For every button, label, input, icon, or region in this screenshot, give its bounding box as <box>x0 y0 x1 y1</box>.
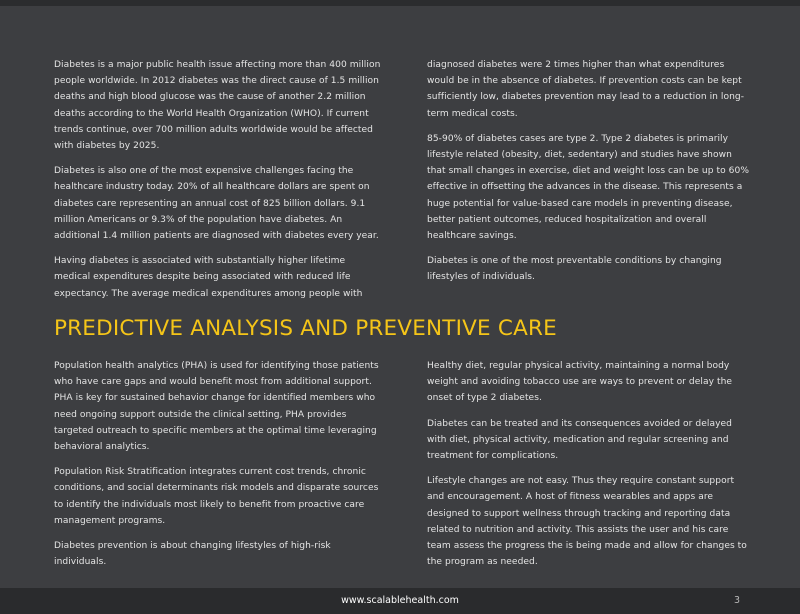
section-paragraph: Population health analytics (PHA) is used for identifying those patients who have care gaps and would benefit most from additional support. PHA is key for sustained behavior change for identified members who need ongoing support outside the clinical setting, PHA provides targeted outreach to specific members at the optimal time leveraging behavioral analytics. <box>54 361 379 453</box>
section-right-column <box>427 358 752 579</box>
section-paragraph: Healthy diet, regular physical activity, maintaining a normal body weight and avoiding tobacco use are ways to prevent or delay the onset of type 2 diabetes. <box>427 361 733 404</box>
section-paragraph: Population Risk Stratification integrates current cost trends, chronic conditions, and social determinants risk models and disparate sources to identify the individuals most likely to benefit from proactive care management programs. <box>54 467 379 526</box>
section-paragraph: Lifestyle changes are not easy. Thus they require constant support and encouragement. A host of fitness wearables and apps are designed to support wellness through tracking and reporting data related to nutrition and activity. This assists the user and his care team assess the progress the is being made and allow for changes to the program as needed. <box>427 476 747 568</box>
intro-paragraph: Diabetes is one of the most preventable conditions by changing lifestyles of individuals. <box>427 256 722 283</box>
page-number: 3 <box>733 595 740 606</box>
intro-paragraph: Diabetes is also one of the most expensive challenges facing the healthcare industry today. 20% of all healthcare dollars are spent on diabetes care representing an annual cost of 825 billion dollars. 9.1 million Americans or 9.3% of the population have diabetes. An additional 1.4 million patients are diagnosed with diabetes every year. <box>54 166 379 242</box>
section-heading: PREDICTIVE ANALYSIS AND PREVENTIVE CARE <box>54 316 557 341</box>
intro-paragraph: Diabetes is a major public health issue affecting more than 400 million people worldwide. In 2012 diabetes was the direct cause of 1.5 million deaths and high blood glucose was the cause of another 2.2 million deaths according to the World Health Organization (WHO). If current trends continue, over 700 million adults worldwide would be affected with diabetes by 2025. <box>54 60 381 152</box>
intro-right-column <box>427 57 752 295</box>
page-footer <box>0 588 800 614</box>
section-left-column <box>54 358 384 579</box>
footer-website-link[interactable]: www.scalablehealth.com <box>341 595 459 606</box>
top-bar <box>0 0 800 6</box>
section-paragraph: Diabetes prevention is about changing lifestyles of high-risk individuals. <box>54 541 331 568</box>
intro-left-column <box>54 57 384 311</box>
section-paragraph: Diabetes can be treated and its consequences avoided or delayed with diet, physical activity, medication and regular screening and treatment for complications. <box>427 418 732 462</box>
intro-paragraph: diagnosed diabetes were 2 times higher than what expenditures would be in the absence of diabetes. If prevention costs can be kept sufficiently low, diabetes prevention may lead to a reduction in long-term medical costs. <box>427 60 745 119</box>
intro-paragraph: Having diabetes is associated with substantially higher lifetime medical expenditures despite being associated with reduced life expectancy. The average medical expenditures among people with <box>54 256 363 299</box>
intro-paragraph: 85-90% of diabetes cases are type 2. Type 2 diabetes is primarily lifestyle related (obesity, diet, sedentary) and studies have shown that small changes in exercise, diet and weight loss can be up to 60% effective in offsetting the advances in the disease. This represents a huge potential for value-based care models in preventing disease, better patient outcomes, reduced hospitalization and overall healthcare savings. <box>427 133 750 242</box>
